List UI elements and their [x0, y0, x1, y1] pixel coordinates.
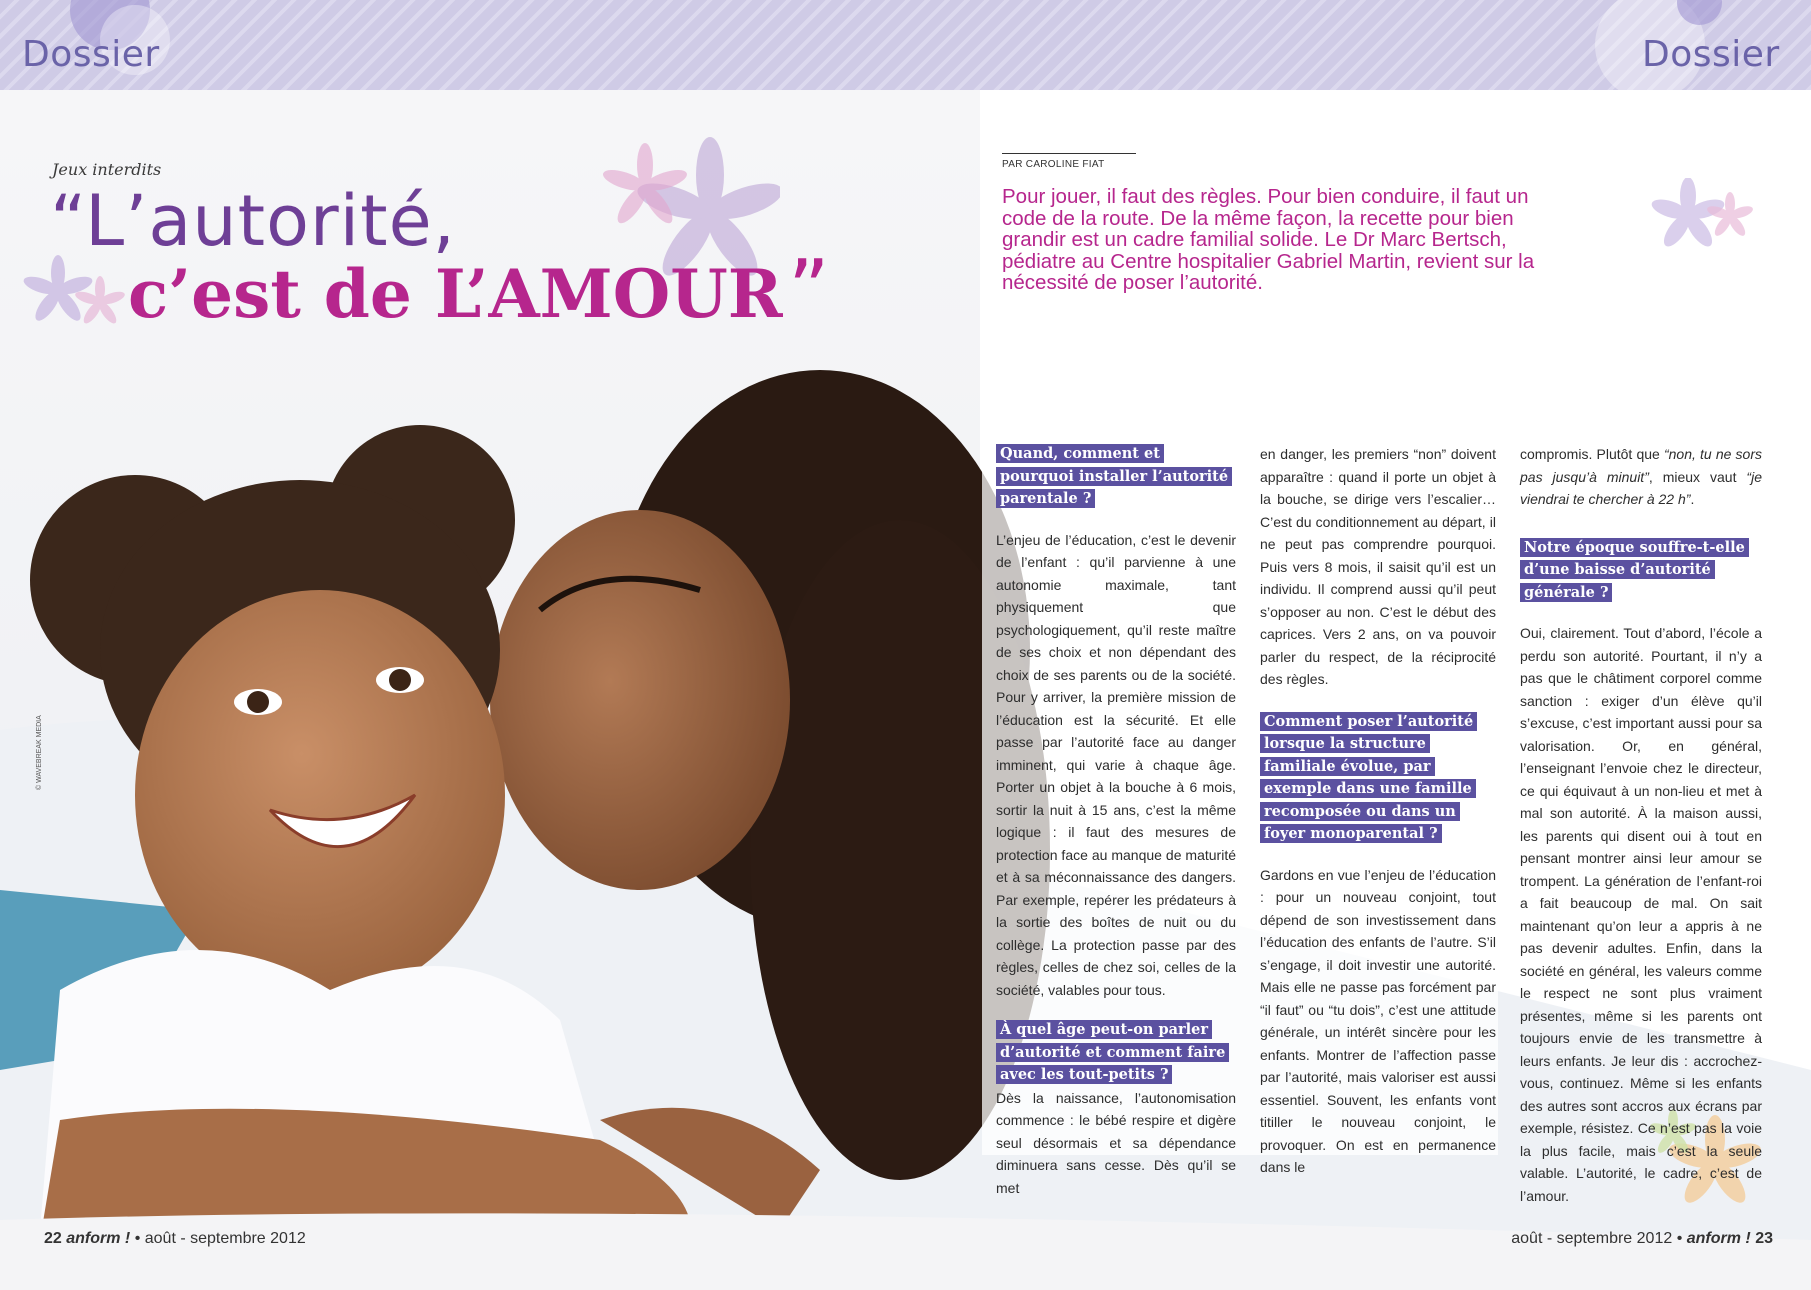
byline: PAR CAROLINE FIAT: [1002, 159, 1105, 170]
footer-left: [44, 1230, 306, 1248]
answer-3-text: .: [1690, 491, 1695, 507]
flower-decoration-icon: [20, 255, 130, 335]
issue-date-right: août - septembre 2012 •: [1511, 1230, 1683, 1247]
page-number-right: 23: [1755, 1230, 1773, 1247]
article-title-line1: “L’autorité,: [50, 180, 456, 262]
page-number-left: 22: [44, 1230, 62, 1247]
answer-3-part2: [1520, 443, 1762, 511]
answer-2-part2: en danger, les premiers “non” doivent apparaître : quand il porte un objet à la bouche, se dirige vers l’escalier… C’est du conditionnement au départ, il ne peut pas comprendre pourquoi. Puis vers 8 mois, il saisit qu’il est un individu. Il comprend aussi qu’il peut s’opposer au non. C’est le début des caprices. Vers 2 ans, on va pouvoir parler du respect, de la réciprocité des règles.: [1260, 446, 1496, 687]
question-heading: [1520, 537, 1762, 605]
answer-3-text: compromis. Plutôt que: [1520, 446, 1664, 462]
question-heading: [1260, 711, 1496, 846]
section-label-left: Dossier: [22, 34, 160, 75]
footer-right: [1511, 1230, 1773, 1248]
header-band: [0, 0, 1811, 90]
article-lede: Pour jouer, il faut des règles. Pour bien conduire, il faut un code de la route. De la même façon, la recette pour bien grandir est un cadre familial solide. Le Dr Marc Bertsch, pédiatre au Centre hospitalier Gabriel Martin, revient sur la nécessité de poser l’autorité.: [1002, 185, 1535, 294]
section-label-right: Dossier: [1642, 34, 1780, 75]
answer-3-part1: Gardons en vue l’enjeu de l’éducation : pour un nouveau conjoint, tout dépend de son investissement dans l’éducation des enfants de l’autre. S’il s’engage, il doit investir une autorité. Mais elle ne passe pas forcément par “il faut” ou “tu dois”, c’est une attitude générale, un intérêt sincère pour les enfants. Montrer de l’affection passe par l’autorité, mais valoriser est aussi essentiel. Souvent, les enfants vont titiller le nouveau conjoint, le provoquer. On est en permanence dans le: [1260, 866, 1496, 1175]
column-1: [996, 443, 1236, 1199]
answer-3-quote1: “non, tu ne sors pas jusqu’à minuit”: [1520, 446, 1763, 485]
question-heading: [996, 443, 1236, 511]
answer-2-part1: Dès la naissance, l’autonomisation commence : le bébé respire et digère seul désormais et sa dépendance diminuera sans cesse. Dès qu’il se met: [996, 1089, 1236, 1196]
question-1: Quand, comment et pourquoi installer l’autorité parentale ?: [996, 444, 1232, 508]
column-3: [1520, 443, 1762, 1207]
magazine-name-right: anform !: [1686, 1230, 1751, 1247]
flower-decoration-icon: [1650, 178, 1760, 263]
question-2: À quel âge peut-on parler d’autorité et comment faire avec les tout-petits ?: [996, 1020, 1229, 1084]
issue-date-left: • août - septembre 2012: [134, 1230, 306, 1247]
byline-rule: [1002, 153, 1136, 154]
article-title-line2: [128, 243, 830, 336]
question-4: Notre époque souffre-t-elle d’une baisse d’autorité générale ?: [1520, 538, 1749, 602]
article-kicker: Jeux interdits: [52, 160, 162, 179]
photo-credit: © WAVEBREAK MEDIA: [36, 715, 43, 790]
question-heading: [996, 1019, 1236, 1087]
title-line2-text: c’est de L’AMOUR: [128, 255, 783, 333]
title-close-quote: ”: [788, 243, 830, 336]
answer-1: L’enjeu de l’éducation, c’est le devenir de l’enfant : qu’il parvienne à une autonomie maximale, tant physiquement que psychologiquement, qu’il reste maître de ses choix et non dépendant des choix de ses parents ou de la société. Pour y arriver, la première mission de l’éducation est la sécurité. Et elle passe par l’autorité face au danger imminent, qui varie à chaque âge. Porter un objet à la bouche à 6 mois, sortir la nuit à 15 ans, c’est la même logique : il faut des mesures de protection face au manque de maturité et à sa méconnaissance des dangers. Par exemple, repérer les prédateurs à la sortie des boîtes de nuit ou du collège. La protection passe par des règles, celles de chez soi, celles de la société, valables pour tous.: [996, 531, 1236, 998]
answer-3-text: , mieux vaut: [1648, 468, 1747, 485]
answer-4: Oui, clairement. Tout d’abord, l’école a perdu son autorité. Pourtant, il n’y a pas que le châtiment corporel comme sanction : exiger d’un élève qu’il s’excuse, c’est important aussi pour sa valorisation. Or, en général, l’enseignant l’envoie chez le directeur, ce qui équivaut à un non-lieu et met à mal son autorité. À la maison aussi, les parents qui disent oui à tout en pensant montrer ainsi leur amour se trompent. La génération de l’enfant-roi a fait beaucoup de mal. On sait maintenant qu’on leur a appris à ne pas devenir adultes. Enfin, dans la société en général, les valeurs comme le respect ne sont plus vraiment présentes, même si les parents ont toujours envie de les transmettre à leurs enfants. Je leur dis : accrochez-vous, continuez. Même si les enfants des autres sont accros aux écrans par exemple, résistez. Ce n’est pas la voie la plus facile, mais c’est la seule valable. L’autorité, le cadre, c’est de l’amour.: [1520, 625, 1762, 1204]
magazine-name-left: anform !: [66, 1230, 131, 1247]
column-2: [1260, 443, 1496, 1179]
answer-3-quote2: “je viendrai te chercher à 22 h”: [1520, 468, 1762, 507]
question-3: Comment poser l’autorité lorsque la structure familiale évolue, par exemple dans une famille recomposée ou dans un foyer monoparental ?: [1260, 712, 1477, 844]
